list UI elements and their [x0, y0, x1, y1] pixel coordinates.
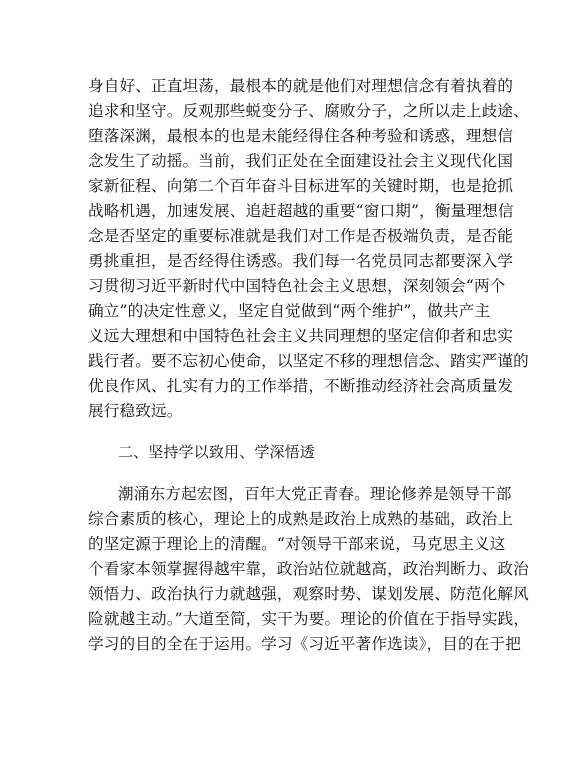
paragraph-2-line: 个看家本领掌握得越牢靠，政治站位就越高，政治判断力、政治 — [88, 560, 529, 578]
paragraph-2-line: 潮涌东方起宏图，百年大党正青春。理论修养是领导干部 — [118, 485, 512, 503]
paragraph-1-line: 确立”的决定性意义，坚定自觉做到“两个维护”，做共产主 — [88, 302, 491, 320]
paragraph-1-line: 义远大理想和中国特色社会主义共同理想的坚定信仰者和忠实 — [88, 327, 514, 345]
paragraph-1-line: 展行稳致远。 — [88, 402, 183, 420]
paragraph-2-line: 领悟力、政治执行力就越强，观察时势、谋划发展、防范化解风 — [88, 585, 529, 603]
paragraph-2-line: 学习的目的全在于运用。学习《习近平著作选读》，目的在于把 — [88, 635, 522, 653]
paragraph-2-line: 险就越主动。”大道至简，实干为要。理论的价值在于指导实践， — [88, 610, 530, 628]
paragraph-2-line: 的坚定源于理论上的清醒。“对领导干部来说，马克思主义这 — [88, 535, 506, 553]
section-heading: 二、坚持学以致用、学深悟透 — [118, 443, 315, 461]
paragraph-1-line: 优良作风、扎实有力的工作举措，不断推动经济社会高质量发 — [88, 377, 514, 395]
paragraph-1-line: 堕落深渊，最根本的也是未能经得住各种考验和诱惑，理想信 — [88, 127, 514, 145]
paragraph-1-line: 念是否坚定的重要标准就是我们对工作是否极端负责，是否能 — [88, 227, 514, 245]
paragraph-2-line: 综合素质的核心，理论上的成熟是政治上成熟的基础，政治上 — [88, 510, 514, 528]
paragraph-1-line: 念发生了动摇。当前，我们正处在全面建设社会主义现代化国 — [88, 152, 514, 170]
paragraph-1-line: 践行者。要不忘初心使命，以坚定不移的理想信念、踏实严谨的 — [88, 352, 529, 370]
paragraph-1-line: 家新征程、向第二个百年奋斗目标进军的关键时期，也是抢抓 — [88, 177, 514, 195]
paragraph-1-line: 勇挑重担，是否经得住诱惑。我们每一名党员同志都要深入学 — [88, 252, 514, 270]
paragraph-1-line: 追求和坚守。反观那些蜕变分子、腐败分子，之所以走上歧途、 — [88, 102, 529, 120]
paragraph-1-line: 习贯彻习近平新时代中国特色社会主义思想，深刻领会“两个 — [88, 277, 506, 295]
paragraph-1-line: 身自好、正直坦荡，最根本的就是他们对理想信念有着执着的 — [88, 77, 514, 95]
paragraph-1-line: 战略机遇，加速发展、追赶超越的重要“窗口期”，衡量理想信 — [88, 202, 514, 220]
